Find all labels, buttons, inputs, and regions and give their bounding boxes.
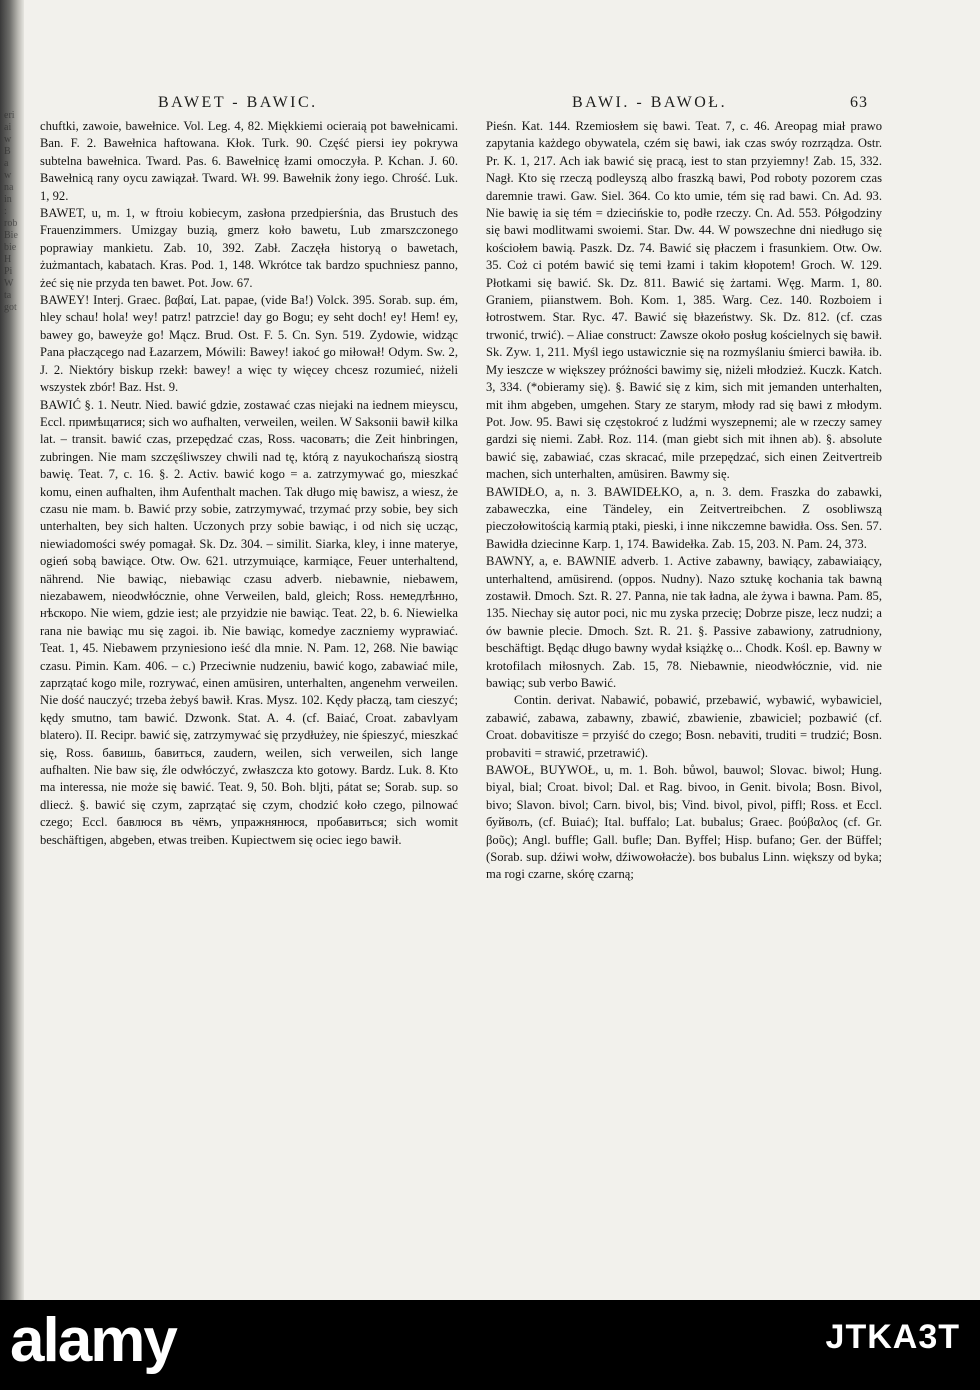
entry-paragraph: BAWNY, a, e. BAWNIE adverb. 1. Active zabawny, bawiący, zabawiaiący, unterhaltend, amüsirend. (oppos. Nudny). Nazo sztukę kochania tak bawną zostawił. Dmoch. Szt. R. 27. Panna, nie tak ładna, ale żywa i bawna. Pam. 85, 135. Niechay się autor poci, nic mu zyska przecię; Dobrze pisze, lecz nudzi; a ów bawnie plecie. Dmoch. Szt. R. 21. §. Passive zabawiony, zatrudniony, beschäftigt. Będąc długo bawny wydał książkę o... Chodk. Kośl. ep. Bawny w krotofilach miłosnych. Zab. 15, 78. Niebawnie, nieodwłócznie, vid. nie bawiąc; sub verbo Bawić. <box>486 554 882 690</box>
spine-text: eri ai w B a w na in : rob Bie bie H Pi W ta got <box>4 110 18 313</box>
page-number: 63 <box>850 94 868 111</box>
stock-image-id: JTKA3T <box>825 1318 960 1356</box>
entry-paragraph: Pieśn. Kat. 144. Rzemiosłem się bawi. Teat. 7, c. 46. Areopag miał prawo zapytania każdego obywatela, czém się bawi, iak czas swóy rozrządza. Ostr. Pr. K. 1, 217. Ach iak bawić się pracą, iest to stan przyiemny! Zab. 15, 332. Nagł. Kto się rzeczą podleyszą albo fraszką bawi, Pod roboty pozorem czas daremnie trawi. Gaw. Siel. 364. Co kto umie, tém się rad bawi. Cn. Ad. 93. Nie bawię ia się tém = dziecińskie to, podłe rzeczy. Cn. Ad. 553. Półgodziny się bawi modlitwami swoiemi. Star. Dw. 44. W powszechne dni niedługo się kościołem bawią. Paszk. Dz. 74. Bawić się płaczem i frasunkiem. Otw. Ow. 35. Coż ci potém bawić się temi łzami i takim kłopotem! Groch. W. 129. Płotkami się bawić. Sk. Dz. 811. Bawić się żartami. Węg. Marm. 1, 80. Graniem, piianstwem. Boh. Kom. 1, 385. Warg. Cez. 140. Rozboiem i łotrostwem. Star. Ryc. 47. Bawić się błazeństwy. Sk. Dz. 812. (cf. czas trwonić, trwić). – Aliae construct: Zawsze około posług kościelnych się bawił. Sk. Zyw. 1, 211. Myśl iego ustawicznie się na rozmyślaniu śmierci bawiła. ib. My ieszcze w większey próżności bawimy się, niżeli młodzież. Kuczk. Katch. 3, 334. (*obieramy się). §. Bawić się z kim, sich mit jemanden unterhalten, mit ihm abgeben, umgehen. Stary ze starym, młody rad się bawi z młodym. Pot. Jow. 95. Bawi się częstokroć z ludźmi wyszepnemi; ale w rzeczy samey gardzi się niemi. Zabł. Roz. 114. (man giebt sich mit ihnen ab). §. absolute bawić się, zabawiać, czas skracać, mile przepędzać, sich einen Zeitvertreib machen, sich unterhalten, amüsiren. Bawmy się. <box>486 119 882 482</box>
left-guide-word: BAWET - BAWIC. <box>158 94 318 111</box>
left-column <box>40 118 458 1130</box>
entry-paragraph: BAWOŁ, BUYWOŁ, u, m. 1. Boh. bůwol, bauwol; Slovac. biwol; Hung. biyal, bial; Croat. bivol; Dal. et Rag. bivoo, in Genit. bivola; Bosn. Bivol, bivo; Slavon. bivol; Carn. bivol, bis; Vind. bivol, pivol, piffl; Ross. et Eccl. буйволъ, (cf. Buiać); Ital. buffalo; Lat. bubalus; Graec. βούβαλος (cf. Gr. βοῦς); Angl. buffle; Gall. bufle; Dan. Byffel; Hisp. bufano; Ger. der Büffel; (Sorab. sup. dźiwi wołw, dźiwowołacże). bos bubalus Linn. większy od byka; ma rogi czarne, skórę czarną; <box>486 763 882 882</box>
entry-paragraph: BAWIDŁO, a, n. 3. BAWIDEŁKO, a, n. 3. dem. Fraszka do zabawki, zabaweczka, eine Tändeley, ein Zeitvertreibchen. Z osobliwszą pieczołowitością karmią ptaki, pieski, i inne nikczemne bawidła. Oss. Sen. 57. Bawidła dziecinne Karp. 1, 174. Bawidełka. Zab. 15, 203. N. Pam. 24, 373. <box>486 484 882 551</box>
entry-paragraph: BAWET, u, m. 1, w ftroiu kobiecym, zasłona przedpierśnia, das Brustuch des Frauenzimmers. Umizgay buzią, gmerz koło bawetu, Lub zmarszczonego poprawiay mankietu. Zab. 10, 392. Zabł. Zaczęła historyą o bawetach, żużmantach, kabatach. Kras. Pod. 1, 148. Wkrótce tak bardzo spuchniesz panno, żeć się nie przyda ten bawet. Pot. Jow. 67. <box>40 206 458 290</box>
right-guide-word: BAWI. - BAWOŁ. <box>572 94 728 111</box>
entry-paragraph: chuftki, zawoie, bawełnice. Vol. Leg. 4, 82. Miękkiemi ocieraią pot bawełnicami. Ban. F. 2. Bawełnica haftowana. Kłok. Turk. 90. Część piersi iey pokrywa subtelna bawełnica. Tward. Pas. 6. Bawełnicę łzami omoczyła. P. Kchan. J. 60. Bawełnicą rany oycu zawiązał. Tward. Wł. 99. Bawełnik żony iego. Chrość. Luk. 1, 92. <box>40 119 458 203</box>
right-column <box>486 118 882 1130</box>
watermark-logo: alamy <box>10 1306 176 1375</box>
entry-paragraph: BAWEY! Interj. Graec. βαβαί, Lat. papae, (vide Ba!) Volck. 395. Sorab. sup. ém, hley schau! hola! wey! patrz! patrzcie! day go Bogu; ey seht doch! ey! Hem! ey, bawey go, baweyże go! Mącz. Brud. Ost. F. 5. Cn. Syn. 519. Zydowie, widząc Pana płaczącego nad Łazarzem, Mówili: Bawey! iakoć go miłował! Odym. Sw. 2, J. 2. Niektóry biskup rzekł: bawey! a więc ty więcey chcesz rozumieć, niżeli wszystek zbór! Baz. Hst. 9. <box>40 293 458 395</box>
entry-paragraph: Contin. derivat. Nabawić, pobawić, przebawić, wybawić, wybawiciel, zabawić, zabawa, zabawny, zbawić, zbawienie, zbawiciel; pozbawić (cf. Croat. dobavitisze = przyiść do czego; Bosn. nebaviti, truditi = trudzić; Bosn. probaviti = strawić, przetrawić). <box>486 693 882 760</box>
entry-paragraph: BAWIĆ §. 1. Neutr. Nied. bawić gdzie, zostawać czas niejaki na iednem mieyscu, Eccl. примѣщатися; sich wo aufhalten, verweilen, weilen. W Saksonii bawił kilka lat. – transit. bawić czas, przepędzać czas, Ross. часовать; die Zeit hinbringen, zubringen. Nie mam szczęśliwszey chwili nad tę, którą z nayukochańszą siostrą bawię. Teat. 7, c. 16. §. 2. Activ. bawić kogo = a. zatrzymywać go, mieszkać komu, einen aufhalten, ihm Aufenthalt machen. Tak długo mię bawisz, a wiesz, że czasu nie mam. b. Bawić przy sobie, zatrzymywać, trzymać przy sobie, bey sich unterhalten, bey sich halten. Uczonych przy sobie bawiąc, i od nich się ucząc, niewiadomości swéy pomagał. Sk. Dz. 304. – similit. Siarka, kley, i inne materye, ogień sobą bawiące. Otw. Ow. 621. utrzymuiące, karmiące, Feuer unterhaltend, nährend. Nie bawiąc, niebawiąc czasu adverb. niebawnie, niebawem, niezabawem, nieodwłócznie, ohne Verweilen, bald, gleich; Ross. немедлѣнно, нѣскоро. Nie wiem, gdzie iest; ale przyidzie nie bawiąc. Teat. 22, b. 6. Niewielka rana nie bawiąc mu się zagoi. ib. Nie bawiąc, komedye zaczniemy wyprawiać. Teat. 1, 45. Niebawem przyniesiono ieść dla mnie. N. Pam. 12, 268. Nie bawiąc czasu. Pimin. Kam. 406. – c.) Przeciwnie nudzeniu, bawić kogo, zabawiać mile, zaprzątać kogo mile, rozrywać, einen amüsiren, unterhalten, angenehm verweilen. Nie dość nauczyć; trzeba żebyś bawił. Kras. Mysz. 102. Kędy płaczą, tam cieszyć; kędy smutno, tam bawić. Dzwonk. Stat. A. 4. (cf. Baiać, Croat. zabavlyam blatero). II. Recipr. bawić się, zatrzymywać się przydłużey, nie śpieszyć, mieszkać się, Ross. бавишь, бавиться, zaudern, weilen, sich verweilen, sich lange aufhalten. Nie baw się, źle odwłóczyć, zwłaszcza kto gotowy. Bardz. Luk. 8. Kto ma interessa, nie może się bawić. Teat. 9, 50. Boh. bljti, pátat se; Sorab. sup. so dliecż. §. bawić się czym, zaprzątać się czym, chodzić koło czego, pilnować czego; Eccl. бавлюся въ чёмъ, упражнянюся, пробавиться; sich womit beschäftigen, abgeben, etwas treiben. Kupiectwem się ociec iego bawił. <box>40 397 458 847</box>
book-spine <box>0 0 24 1300</box>
